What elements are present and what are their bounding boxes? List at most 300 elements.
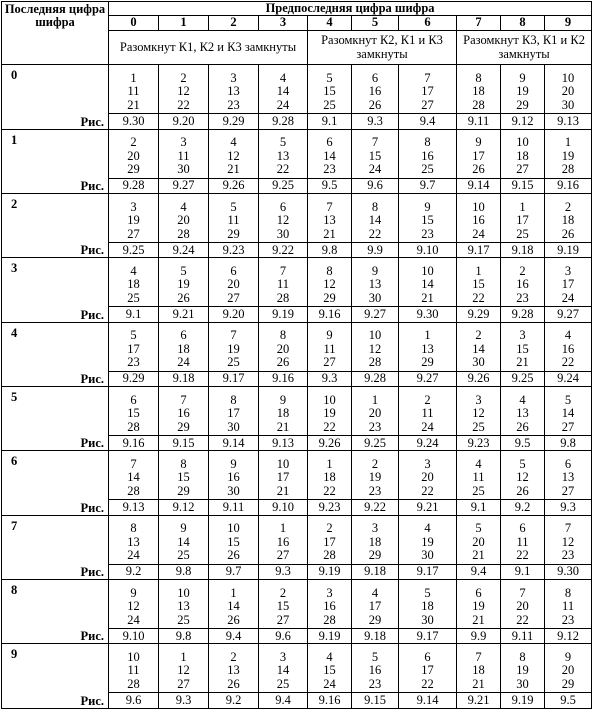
task-number: 12: [276, 213, 290, 228]
task-number: 12: [368, 341, 382, 356]
task-number: 5: [130, 328, 137, 343]
task-number: 14: [561, 406, 575, 421]
task-number: 24: [368, 162, 382, 177]
task-number: 9: [371, 263, 379, 278]
task-numbers-cell: [545, 515, 592, 564]
task-number: 17: [561, 277, 575, 292]
figure-number-cell: 9.26: [209, 178, 259, 193]
prelast-digit-2: 2: [209, 16, 259, 30]
task-numbers-cell: [308, 65, 352, 114]
task-number: 13: [177, 599, 190, 614]
task-number: 16: [368, 84, 382, 99]
task-number: 10: [127, 649, 140, 664]
task-number: 5: [475, 521, 482, 536]
figure-number-cell: 9.1: [501, 564, 545, 579]
task-number: 1: [230, 585, 237, 600]
task-numbers-cell: [109, 65, 159, 114]
task-number: 1: [326, 456, 333, 471]
task-number: 10: [177, 585, 190, 600]
task-numbers-cell: [109, 644, 159, 693]
task-numbers-cell: [209, 580, 259, 629]
task-number: 22: [276, 162, 290, 177]
table-row: [2, 194, 592, 243]
prelast-digit-7: 7: [457, 16, 501, 30]
figure-number-cell: 9.25: [109, 243, 159, 258]
task-number: 17: [421, 663, 434, 678]
task-number: 9: [279, 392, 287, 407]
figure-number-cell: 9.27: [545, 307, 592, 322]
figure-number-cell: 9.5: [308, 178, 352, 193]
task-number: 2: [564, 199, 572, 214]
figure-number-cell: 9.28: [352, 371, 399, 386]
figure-number-cell: 9.27: [159, 178, 209, 193]
task-number: 5: [371, 649, 379, 664]
figure-label: Рис.: [2, 114, 109, 129]
task-number: 13: [368, 277, 382, 292]
task-numbers-cell: [259, 322, 308, 371]
figure-number-cell: 9.5: [545, 693, 592, 709]
task-numbers-cell: [308, 451, 352, 500]
last-digit-cell: 8: [2, 580, 109, 629]
task-number: 4: [326, 649, 333, 664]
task-number: 6: [180, 328, 187, 343]
task-number: 13: [561, 470, 575, 485]
task-number: 10: [368, 328, 382, 343]
last-digit-header: Последняя цифра шифра: [2, 2, 109, 65]
task-number: 13: [227, 84, 240, 99]
task-number: 4: [130, 263, 137, 278]
task-number: 6: [564, 456, 572, 471]
task-numbers-cell: [209, 129, 259, 178]
task-number: 25: [177, 612, 190, 627]
task-number: 26: [227, 676, 240, 691]
figure-number-cell: 9.4: [399, 114, 457, 129]
task-numbers-cell: [545, 194, 592, 243]
task-numbers-cell: [308, 194, 352, 243]
figure-number-cell: 9.24: [159, 243, 209, 258]
task-numbers-cell: [457, 194, 501, 243]
task-number: 12: [561, 534, 575, 549]
figure-number-cell: 9.26: [308, 436, 352, 451]
figure-number-cell: 9.6: [352, 178, 399, 193]
task-number: 28: [177, 226, 190, 241]
task-number: 14: [227, 599, 240, 614]
figure-number-cell: 9.7: [399, 178, 457, 193]
task-number: 18: [472, 663, 485, 678]
figure-row: [2, 629, 592, 644]
task-number: 30: [472, 355, 485, 370]
figure-number-cell: 9.13: [109, 500, 159, 515]
task-number: 2: [424, 392, 431, 407]
table-row: [2, 515, 592, 564]
task-number: 7: [279, 263, 287, 278]
task-number: 7: [564, 521, 572, 536]
figure-number-cell: 9.23: [308, 500, 352, 515]
task-numbers-cell: [259, 515, 308, 564]
prelast-digit-3: 3: [259, 16, 308, 30]
task-number: 6: [130, 392, 137, 407]
figure-row: [2, 243, 592, 258]
task-number: 1: [130, 70, 137, 85]
task-numbers-cell: [399, 65, 457, 114]
figure-number-cell: 9.18: [159, 371, 209, 386]
task-number: 19: [516, 84, 529, 99]
task-numbers-cell: [399, 129, 457, 178]
task-number: 4: [180, 199, 187, 214]
task-numbers-cell: [545, 322, 592, 371]
task-numbers-cell: [159, 258, 209, 307]
figure-number-cell: 9.30: [545, 564, 592, 579]
task-number: 13: [127, 534, 140, 549]
task-number: 26: [276, 355, 290, 370]
task-number: 16: [561, 341, 575, 356]
task-numbers-cell: [209, 194, 259, 243]
task-number: 22: [323, 483, 336, 498]
task-number: 23: [368, 676, 382, 691]
task-number: 16: [421, 148, 434, 163]
task-number: 24: [472, 226, 485, 241]
figure-number-cell: 9.21: [457, 693, 501, 709]
figure-number-cell: 9.21: [399, 500, 457, 515]
assignment-table: [1, 1, 592, 709]
task-numbers-cell: [457, 515, 501, 564]
task-number: 1: [279, 521, 287, 536]
task-number: 15: [421, 213, 434, 228]
figure-number-cell: 9.4: [209, 629, 259, 644]
task-number: 1: [180, 649, 187, 664]
task-number: 22: [561, 355, 575, 370]
task-numbers-cell: [352, 644, 399, 693]
figure-number-cell: 9.15: [159, 436, 209, 451]
task-number: 1: [424, 328, 431, 343]
figure-number-cell: 9.24: [545, 371, 592, 386]
task-number: 21: [516, 355, 529, 370]
task-numbers-cell: [159, 644, 209, 693]
figure-row: [2, 371, 592, 386]
task-number: 20: [561, 663, 575, 678]
task-number: 27: [227, 290, 240, 305]
task-number: 23: [227, 97, 240, 112]
table-row: [2, 387, 592, 436]
task-number: 11: [127, 84, 140, 99]
prelast-digit-9: 9: [545, 16, 592, 30]
task-numbers-cell: [308, 322, 352, 371]
task-number: 27: [276, 548, 290, 563]
task-number: 22: [177, 97, 190, 112]
task-numbers-cell: [352, 451, 399, 500]
task-number: 17: [227, 406, 240, 421]
task-numbers-cell: [159, 194, 209, 243]
task-number: 23: [561, 612, 575, 627]
figure-number-cell: 9.23: [209, 243, 259, 258]
task-number: 28: [127, 419, 140, 434]
task-number: 15: [472, 277, 485, 292]
last-digit-cell: 7: [2, 515, 109, 564]
task-number: 11: [562, 599, 575, 614]
figure-number-cell: 9.12: [545, 629, 592, 644]
task-number: 1: [564, 135, 572, 150]
task-number: 27: [516, 162, 529, 177]
task-number: 18: [323, 470, 336, 485]
figure-number-cell: 9.18: [352, 629, 399, 644]
task-numbers-cell: [109, 322, 159, 371]
task-number: 30: [227, 483, 240, 498]
figure-number-cell: 9.16: [308, 693, 352, 709]
task-number: 10: [276, 456, 290, 471]
task-number: 2: [519, 263, 526, 278]
task-number: 29: [561, 676, 575, 691]
task-number: 14: [127, 470, 140, 485]
figure-label: Рис.: [2, 371, 109, 386]
task-number: 12: [177, 663, 190, 678]
task-number: 5: [180, 263, 187, 278]
task-number: 13: [323, 213, 336, 228]
task-numbers-cell: [159, 129, 209, 178]
task-numbers-cell: [399, 258, 457, 307]
figure-number-cell: 9.14: [209, 436, 259, 451]
task-number: 29: [323, 290, 336, 305]
figure-number-cell: 9.2: [501, 500, 545, 515]
table-row: [2, 129, 592, 178]
task-number: 8: [230, 392, 237, 407]
figure-number-cell: 9.13: [259, 436, 308, 451]
task-number: 23: [561, 548, 575, 563]
table-row: [2, 644, 592, 693]
task-number: 11: [516, 534, 529, 549]
task-numbers-cell: [545, 644, 592, 693]
task-number: 4: [371, 585, 379, 600]
task-number: 21: [127, 97, 140, 112]
task-number: 16: [368, 663, 382, 678]
table-row: [2, 322, 592, 371]
figure-number-cell: 9.3: [352, 114, 399, 129]
figure-number-cell: 9.15: [352, 693, 399, 709]
figure-number-cell: 9.16: [545, 178, 592, 193]
task-numbers-cell: [259, 387, 308, 436]
task-number: 15: [177, 470, 190, 485]
figure-number-cell: 9.8: [159, 629, 209, 644]
task-number: 18: [472, 84, 485, 99]
figure-number-cell: 9.28: [259, 114, 308, 129]
task-number: 22: [323, 419, 336, 434]
figure-row: [2, 693, 592, 709]
task-number: 25: [323, 97, 336, 112]
task-number: 23: [127, 355, 140, 370]
task-numbers-cell: [457, 65, 501, 114]
task-number: 29: [177, 419, 190, 434]
task-number: 23: [368, 419, 382, 434]
task-number: 5: [326, 70, 333, 85]
condition-k2: Разомкнут К2, К1 и К3 замкнуты: [308, 30, 457, 65]
task-number: 17: [127, 341, 140, 356]
task-number: 10: [421, 263, 434, 278]
task-number: 15: [227, 534, 240, 549]
task-number: 21: [276, 419, 290, 434]
figure-number-cell: 9.9: [352, 243, 399, 258]
task-number: 30: [421, 548, 434, 563]
task-numbers-cell: [399, 322, 457, 371]
table-row: [2, 451, 592, 500]
task-numbers-cell: [109, 515, 159, 564]
task-number: 21: [227, 162, 240, 177]
task-number: 9: [230, 456, 237, 471]
task-numbers-cell: [109, 129, 159, 178]
task-numbers-cell: [308, 644, 352, 693]
task-number: 19: [561, 148, 575, 163]
task-number: 10: [323, 392, 336, 407]
task-number: 18: [421, 599, 434, 614]
task-number: 24: [421, 419, 434, 434]
task-number: 2: [475, 328, 482, 343]
figure-number-cell: 9.4: [457, 564, 501, 579]
task-number: 30: [421, 612, 434, 627]
task-number: 14: [276, 84, 290, 99]
task-number: 21: [276, 483, 290, 498]
task-number: 29: [516, 97, 529, 112]
task-number: 9: [130, 585, 137, 600]
figure-number-cell: 9.15: [501, 178, 545, 193]
task-number: 19: [127, 213, 140, 228]
task-number: 6: [475, 585, 482, 600]
figure-number-cell: 9.11: [209, 500, 259, 515]
last-digit-cell: 9: [2, 644, 109, 693]
task-number: 28: [323, 612, 336, 627]
task-number: 2: [130, 135, 137, 150]
last-digit-cell: 2: [2, 194, 109, 243]
task-numbers-cell: [209, 65, 259, 114]
task-number: 16: [276, 534, 290, 549]
task-number: 19: [516, 663, 529, 678]
task-number: 30: [227, 419, 240, 434]
figure-number-cell: 9.3: [159, 693, 209, 709]
figure-number-cell: 9.19: [501, 693, 545, 709]
task-number: 26: [227, 612, 240, 627]
task-number: 8: [564, 585, 572, 600]
figure-label: Рис.: [2, 307, 109, 322]
task-number: 3: [564, 263, 572, 278]
task-number: 10: [516, 135, 529, 150]
task-number: 8: [279, 328, 287, 343]
task-number: 9: [475, 135, 482, 150]
task-numbers-cell: [209, 451, 259, 500]
figure-number-cell: 9.8: [545, 436, 592, 451]
task-numbers-cell: [457, 580, 501, 629]
task-number: 18: [177, 341, 190, 356]
task-number: 14: [323, 148, 336, 163]
figure-number-cell: 9.10: [109, 629, 159, 644]
task-number: 22: [516, 612, 529, 627]
figure-number-cell: 9.22: [352, 500, 399, 515]
figure-number-cell: 9.2: [209, 693, 259, 709]
task-number: 15: [368, 148, 382, 163]
task-number: 13: [516, 406, 529, 421]
task-number: 27: [561, 483, 575, 498]
task-numbers-cell: [352, 65, 399, 114]
task-numbers-cell: [259, 258, 308, 307]
task-number: 30: [276, 226, 290, 241]
prelast-digit-1: 1: [159, 16, 209, 30]
task-number: 12: [127, 599, 140, 614]
task-number: 22: [421, 483, 434, 498]
task-number: 5: [230, 199, 237, 214]
task-numbers-cell: [545, 387, 592, 436]
task-number: 3: [130, 199, 137, 214]
task-number: 8: [371, 199, 379, 214]
figure-number-cell: 9.11: [457, 114, 501, 129]
task-numbers-cell: [109, 194, 159, 243]
task-number: 30: [177, 162, 190, 177]
task-number: 3: [180, 135, 187, 150]
task-numbers-cell: [109, 258, 159, 307]
figure-number-cell: 9.22: [259, 243, 308, 258]
task-number: 20: [127, 148, 140, 163]
task-number: 21: [421, 290, 434, 305]
task-number: 27: [276, 612, 290, 627]
task-number: 22: [516, 548, 529, 563]
figure-number-cell: 9.30: [399, 307, 457, 322]
task-number: 28: [276, 290, 290, 305]
task-number: 3: [475, 392, 482, 407]
task-numbers-cell: [159, 387, 209, 436]
task-numbers-cell: [209, 258, 259, 307]
task-numbers-cell: [399, 515, 457, 564]
task-numbers-cell: [501, 515, 545, 564]
task-numbers-cell: [259, 129, 308, 178]
task-number: 12: [323, 277, 336, 292]
task-numbers-cell: [308, 387, 352, 436]
task-number: 28: [472, 97, 485, 112]
task-number: 9: [424, 199, 431, 214]
task-numbers-cell: [109, 451, 159, 500]
task-numbers-cell: [259, 65, 308, 114]
task-numbers-cell: [457, 387, 501, 436]
task-number: 20: [561, 84, 575, 99]
task-number: 12: [177, 84, 190, 99]
figure-number-cell: 9.28: [109, 178, 159, 193]
task-number: 11: [127, 663, 140, 678]
task-number: 20: [421, 470, 434, 485]
last-digit-cell: 4: [2, 322, 109, 371]
task-number: 19: [421, 534, 434, 549]
figure-number-cell: 9.27: [399, 371, 457, 386]
figure-number-cell: 9.16: [109, 436, 159, 451]
table-row: [2, 580, 592, 629]
task-number: 19: [472, 599, 485, 614]
task-number: 14: [421, 277, 434, 292]
task-number: 7: [326, 199, 333, 214]
task-number: 23: [421, 226, 434, 241]
task-number: 17: [421, 84, 434, 99]
task-number: 14: [276, 663, 290, 678]
task-numbers-cell: [545, 451, 592, 500]
task-number: 27: [323, 355, 336, 370]
task-numbers-cell: [109, 387, 159, 436]
prelast-digit-0: 0: [109, 16, 159, 30]
task-number: 3: [326, 585, 333, 600]
figure-label: Рис.: [2, 500, 109, 515]
task-numbers-cell: [259, 644, 308, 693]
task-number: 14: [177, 534, 190, 549]
task-number: 29: [227, 226, 240, 241]
figure-number-cell: 9.6: [109, 693, 159, 709]
task-number: 16: [516, 277, 529, 292]
task-number: 26: [368, 97, 382, 112]
task-numbers-cell: [308, 129, 352, 178]
task-number: 30: [561, 97, 575, 112]
task-number: 20: [368, 406, 382, 421]
task-number: 26: [516, 483, 529, 498]
task-number: 15: [323, 84, 336, 99]
